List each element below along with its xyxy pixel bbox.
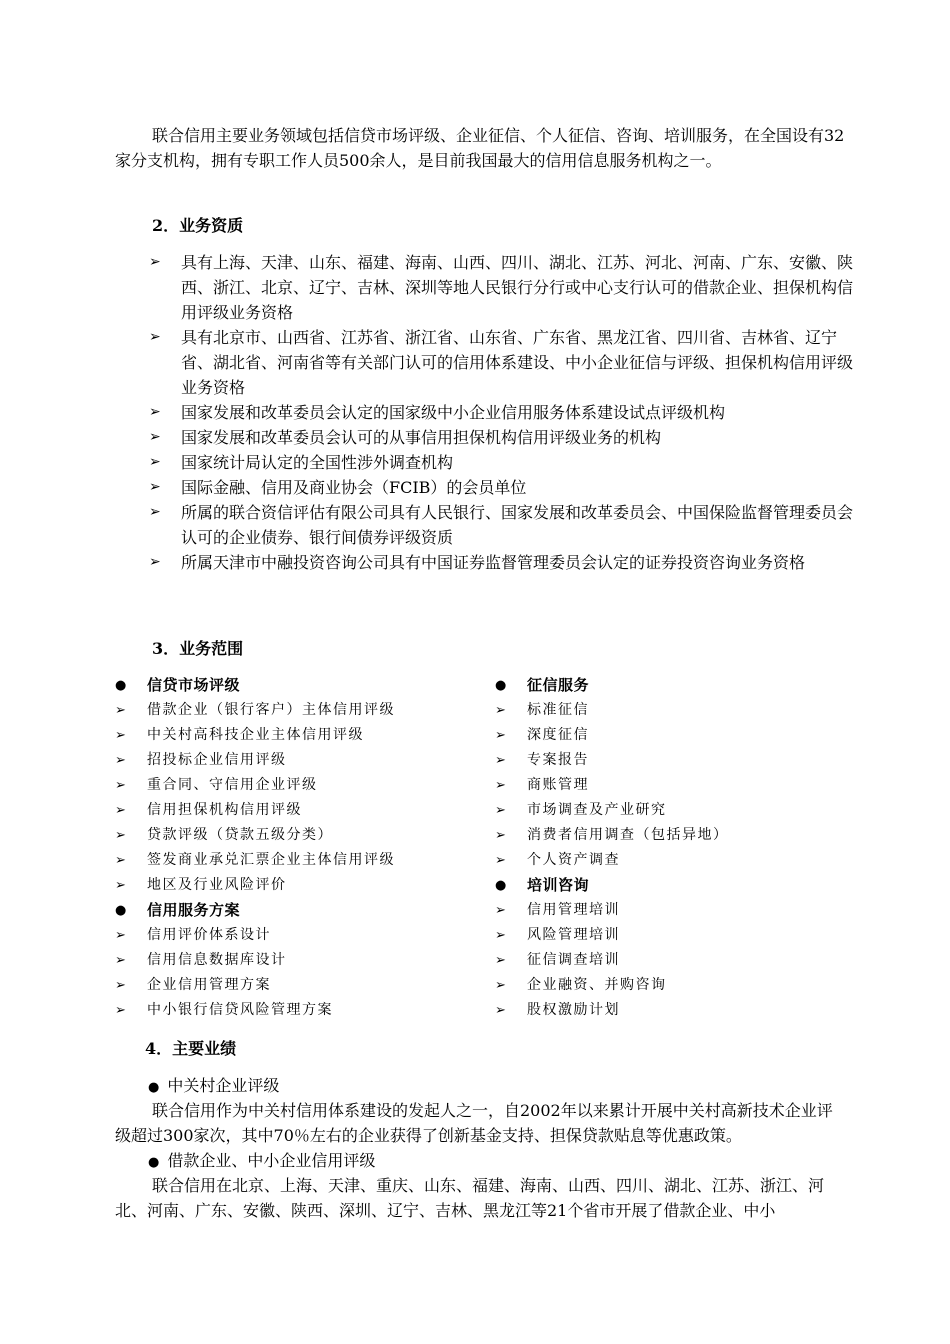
scope-item: ➢ 信用信息数据库设计 — [115, 948, 495, 973]
scope-item: ➢ 地区及行业风险评价 — [115, 873, 495, 898]
achievement-subheading: ● 中关村企业评级 — [148, 1076, 280, 1095]
arrow-bullet-icon: ➢ — [495, 853, 506, 868]
scope-item: ➢ 深度征信 — [495, 723, 875, 748]
qualification-item: ➢ 所属的联合资信评估有限公司具有人民银行、国家发展和改革委员会、中国保险监督管理委员会认可的企业债券、银行间债券评级资质 — [145, 500, 855, 550]
intro-paragraph: 联合信用主要业务领域包括信贷市场评级、企业征信、个人征信、咨询、培训服务，在全国设有32家分支机构，拥有专职工作人员500余人，是目前我国最大的信用信息服务机构之一。 — [115, 126, 845, 170]
scope-item: ➢ 中小银行信贷风险管理方案 — [115, 998, 495, 1023]
qualification-item: ➢ 国家发展和改革委员会认可的从事信用担保机构信用评级业务的机构 — [145, 425, 855, 450]
arrow-bullet-icon: ➢ — [495, 803, 506, 818]
scope-item: ➢ 招投标企业信用评级 — [115, 748, 495, 773]
business-scope-left-column — [115, 673, 495, 1023]
arrow-bullet-icon: ➢ — [115, 978, 126, 993]
scope-item: ➢ 企业信用管理方案 — [115, 973, 495, 998]
arrow-bullet-icon: ➢ — [115, 928, 126, 943]
scope-item: ➢ 市场调查及产业研究 — [495, 798, 875, 823]
arrow-bullet-icon: ➢ — [115, 878, 126, 893]
qualification-item: ➢ 具有北京市、山西省、江苏省、浙江省、山东省、广东省、黑龙江省、四川省、吉林省、辽宁省、湖北省、河南省等有关部门认可的信用体系建设、中小企业征信与评级、担保机构信用评级业务资格 — [145, 325, 855, 400]
qualification-item: ➢ 国际金融、信用及商业协会（FCIB）的会员单位 — [145, 475, 855, 500]
qualification-item: ➢ 国家发展和改革委员会认定的国家级中小企业信用服务体系建设试点评级机构 — [145, 400, 855, 425]
arrow-bullet-icon: ➢ — [115, 703, 126, 718]
section-3-heading: 3．业务范围 — [152, 639, 244, 658]
arrow-bullet-icon: ➢ — [115, 728, 126, 743]
scope-category: ● 信贷市场评级 — [115, 673, 495, 698]
arrow-bullet-icon: ➢ — [149, 504, 161, 520]
achievement-paragraph: 联合信用作为中关村信用体系建设的发起人之一，自2002年以来累计开展中关村高新技术企业评级超过300家次，其中70％左右的企业获得了创新基金支持、担保贷款贴息等优惠政策。 — [115, 1101, 833, 1145]
arrow-bullet-icon: ➢ — [149, 404, 161, 420]
dot-bullet-icon: ● — [495, 878, 507, 893]
scope-item: ➢ 中关村高科技企业主体信用评级 — [115, 723, 495, 748]
scope-item: ➢ 借款企业（银行客户）主体信用评级 — [115, 698, 495, 723]
arrow-bullet-icon: ➢ — [495, 753, 506, 768]
scope-item: ➢ 签发商业承兑汇票企业主体信用评级 — [115, 848, 495, 873]
achievement-paragraph: 联合信用在北京、上海、天津、重庆、山东、福建、海南、山西、四川、湖北、江苏、浙江、河北、河南、广东、安徽、陕西、深圳、辽宁、吉林、黑龙江等21个省市开展了借款企业、中小 — [115, 1176, 825, 1220]
arrow-bullet-icon: ➢ — [495, 928, 506, 943]
scope-item: ➢ 股权激励计划 — [495, 998, 875, 1023]
arrow-bullet-icon: ➢ — [149, 429, 161, 445]
arrow-bullet-icon: ➢ — [115, 953, 126, 968]
scope-item: ➢ 标准征信 — [495, 698, 875, 723]
dot-bullet-icon: ● — [148, 1080, 160, 1095]
arrow-bullet-icon: ➢ — [495, 728, 506, 743]
scope-item: ➢ 信用担保机构信用评级 — [115, 798, 495, 823]
dot-bullet-icon: ● — [495, 678, 507, 693]
qualification-item: ➢ 所属天津市中融投资咨询公司具有中国证券监督管理委员会认定的证券投资咨询业务资格 — [145, 550, 855, 575]
arrow-bullet-icon: ➢ — [115, 1003, 126, 1018]
arrow-bullet-icon: ➢ — [149, 454, 161, 470]
arrow-bullet-icon: ➢ — [149, 329, 161, 345]
arrow-bullet-icon: ➢ — [495, 703, 506, 718]
section-4-heading: 4．主要业绩 — [145, 1039, 237, 1058]
arrow-bullet-icon: ➢ — [149, 479, 161, 495]
scope-item: ➢ 信用管理培训 — [495, 898, 875, 923]
arrow-bullet-icon: ➢ — [495, 903, 506, 918]
scope-category: ● 培训咨询 — [495, 873, 875, 898]
arrow-bullet-icon: ➢ — [115, 828, 126, 843]
arrow-bullet-icon: ➢ — [495, 978, 506, 993]
scope-item: ➢ 企业融资、并购咨询 — [495, 973, 875, 998]
arrow-bullet-icon: ➢ — [115, 778, 126, 793]
arrow-bullet-icon: ➢ — [495, 778, 506, 793]
arrow-bullet-icon: ➢ — [115, 753, 126, 768]
arrow-bullet-icon: ➢ — [495, 1003, 506, 1018]
scope-item: ➢ 信用评价体系设计 — [115, 923, 495, 948]
scope-item: ➢ 重合同、守信用企业评级 — [115, 773, 495, 798]
arrow-bullet-icon: ➢ — [115, 803, 126, 818]
dot-bullet-icon: ● — [115, 678, 127, 693]
business-scope-right-column — [495, 673, 875, 1023]
scope-item: ➢ 消费者信用调查（包括异地） — [495, 823, 875, 848]
scope-category: ● 征信服务 — [495, 673, 875, 698]
scope-item: ➢ 专案报告 — [495, 748, 875, 773]
section-2-heading: 2．业务资质 — [152, 216, 244, 235]
arrow-bullet-icon: ➢ — [115, 853, 126, 868]
scope-item: ➢ 征信调查培训 — [495, 948, 875, 973]
dot-bullet-icon: ● — [148, 1155, 160, 1170]
qualification-item: ➢ 具有上海、天津、山东、福建、海南、山西、四川、湖北、江苏、河北、河南、广东、安徽、陕西、浙江、北京、辽宁、吉林、深圳等地人民银行分行或中心支行认可的借款企业、担保机构信用评级业务资格 — [145, 250, 855, 325]
scope-item: ➢ 商账管理 — [495, 773, 875, 798]
arrow-bullet-icon: ➢ — [495, 828, 506, 843]
achievement-subheading: ● 借款企业、中小企业信用评级 — [148, 1151, 376, 1170]
qualification-item: ➢ 国家统计局认定的全国性涉外调查机构 — [145, 450, 855, 475]
arrow-bullet-icon: ➢ — [149, 254, 161, 270]
scope-item: ➢ 个人资产调查 — [495, 848, 875, 873]
scope-category: ● 信用服务方案 — [115, 898, 495, 923]
qualification-list — [145, 250, 855, 575]
arrow-bullet-icon: ➢ — [149, 554, 161, 570]
dot-bullet-icon: ● — [115, 903, 127, 918]
arrow-bullet-icon: ➢ — [495, 953, 506, 968]
scope-item: ➢ 风险管理培训 — [495, 923, 875, 948]
scope-item: ➢ 贷款评级（贷款五级分类） — [115, 823, 495, 848]
